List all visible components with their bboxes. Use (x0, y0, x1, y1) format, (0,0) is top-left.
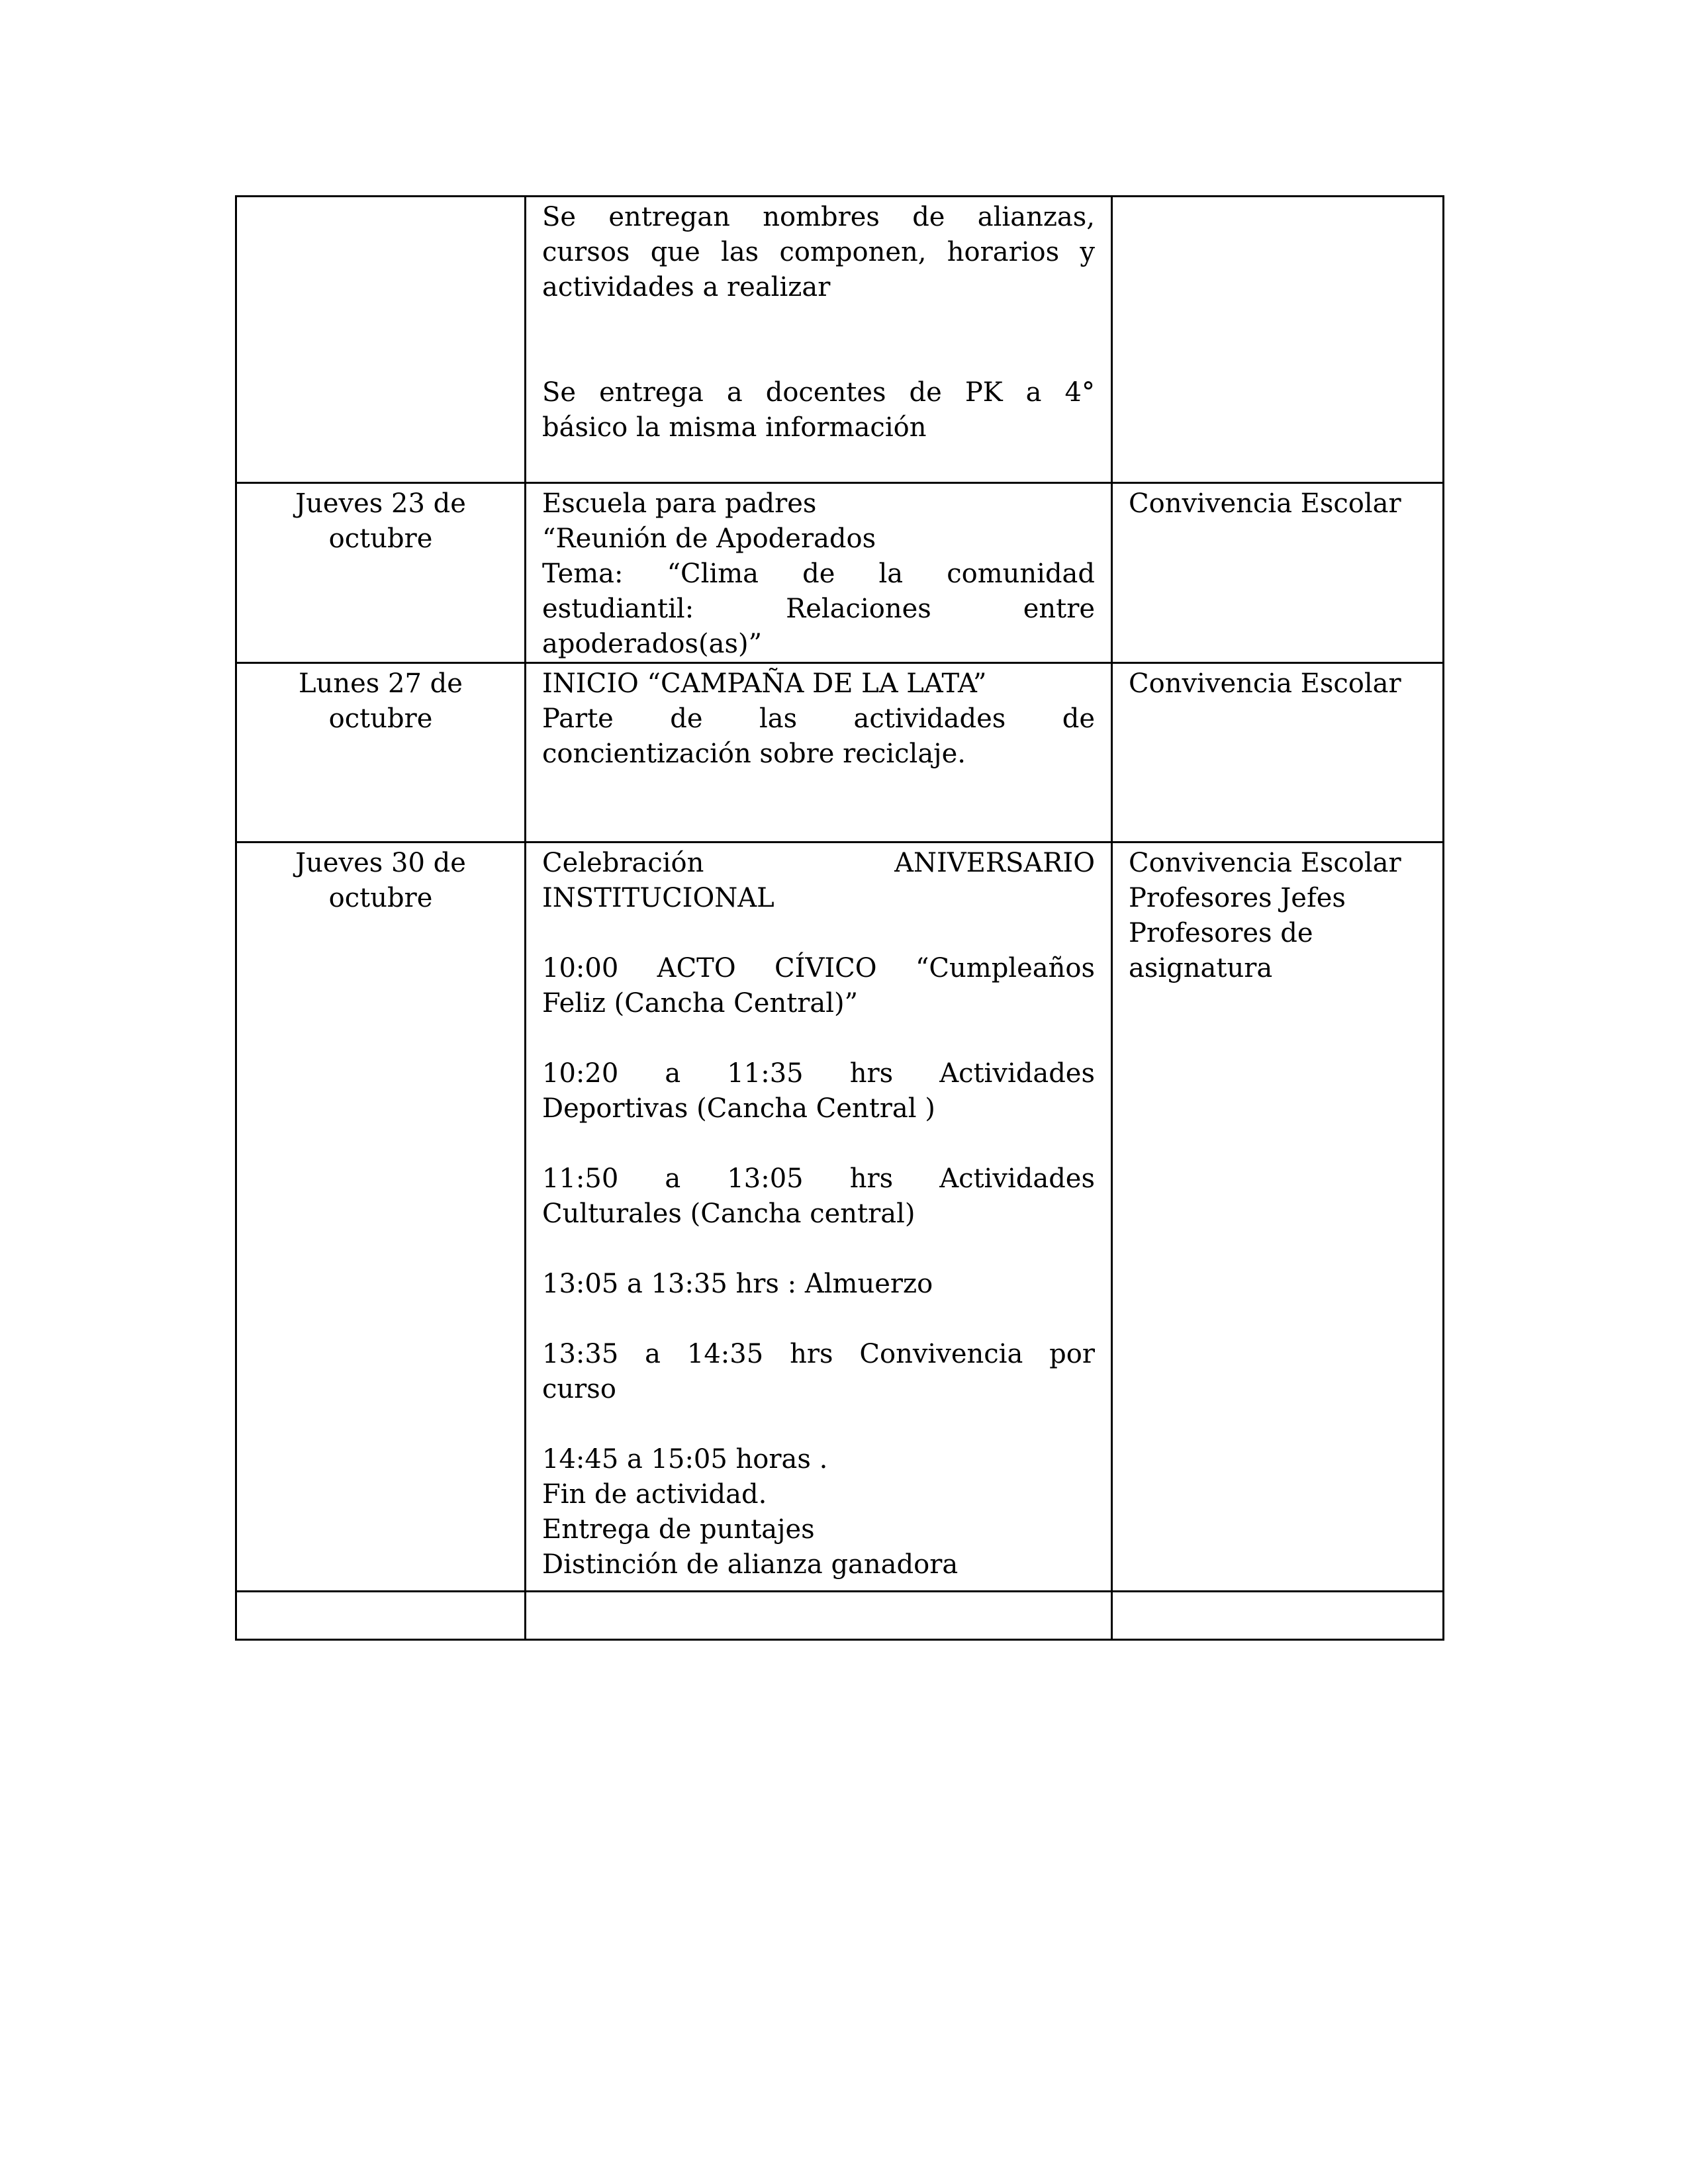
blank-line (542, 1302, 1095, 1337)
activity-line: estudiantil: Relaciones entre (542, 594, 1095, 624)
activity-line: 10:20 a 11:35 hrs Actividades (542, 1058, 1095, 1089)
activity-line: 14:45 a 15:05 horas . (542, 1444, 828, 1475)
activity-line: básico la misma información (542, 412, 927, 443)
table-row (236, 483, 1444, 663)
responsible-cell (1112, 663, 1444, 842)
blank-line (542, 305, 1095, 340)
activity-line: 13:35 a 14:35 hrs Convivencia por (542, 1339, 1095, 1369)
responsible-line: Convivencia Escolar (1129, 488, 1401, 519)
activity-line: Fin de actividad. (542, 1479, 767, 1510)
blank-line (542, 1126, 1095, 1161)
responsible-line: Convivencia Escolar (1129, 848, 1401, 878)
activity-line: Celebración ANIVERSARIO (542, 848, 1095, 878)
responsible-line: Profesores Jefes (1129, 883, 1346, 913)
date-cell (236, 1592, 526, 1640)
responsible-cell (1112, 197, 1444, 483)
date-line: Lunes 27 de (299, 668, 463, 699)
activity-line: 11:50 a 13:05 hrs Actividades (542, 1163, 1095, 1194)
date-cell (236, 842, 526, 1592)
table-row (236, 197, 1444, 483)
responsible-line: asignatura (1129, 953, 1273, 983)
responsible-line: Convivencia Escolar (1129, 668, 1401, 699)
date-cell (236, 197, 526, 483)
responsible-cell (1112, 483, 1444, 663)
activity-line: Distinción de alianza ganadora (542, 1549, 959, 1580)
activity-line: Deportivas (Cancha Central ) (542, 1093, 935, 1124)
activity-line: Entrega de puntajes (542, 1514, 815, 1545)
activity-cell (526, 842, 1112, 1592)
table-row (236, 1592, 1444, 1640)
activity-line: Se entregan nombres de alianzas, (542, 202, 1095, 232)
activity-line: 10:00 ACTO CÍVICO “Cumpleaños (542, 953, 1095, 983)
date-line: octubre (328, 704, 433, 734)
blank-line (542, 1232, 1095, 1267)
blank-line (542, 340, 1095, 375)
date-line: Jueves 30 de (295, 848, 466, 878)
activity-cell (526, 483, 1112, 663)
activity-line: actividades a realizar (542, 272, 831, 302)
activity-line: 13:05 a 13:35 hrs : Almuerzo (542, 1269, 933, 1299)
activity-cell (526, 197, 1112, 483)
activity-cell (526, 663, 1112, 842)
responsible-cell (1112, 1592, 1444, 1640)
table-row (236, 842, 1444, 1592)
activity-line: concientización sobre reciclaje. (542, 739, 966, 769)
table-row (236, 663, 1444, 842)
blank-line (542, 1407, 1095, 1442)
activity-cell (526, 1592, 1112, 1640)
date-line: Jueves 23 de (295, 488, 466, 519)
activity-line: Escuela para padres (542, 488, 817, 519)
activity-line: Parte de las actividades de (542, 704, 1095, 734)
responsible-line: Profesores de (1129, 918, 1313, 948)
date-cell (236, 663, 526, 842)
activity-line: curso (542, 1374, 616, 1404)
activity-line: “Reunión de Apoderados (542, 523, 876, 554)
activity-line: cursos que las componen, horarios y (542, 237, 1095, 267)
activity-line: INSTITUCIONAL (542, 883, 774, 913)
date-line: octubre (328, 883, 433, 913)
activity-line: Feliz (Cancha Central)” (542, 988, 859, 1019)
activity-line: Culturales (Cancha central) (542, 1199, 915, 1229)
date-cell (236, 483, 526, 663)
activities-schedule-table (235, 195, 1444, 1641)
blank-line (542, 916, 1095, 951)
activity-line: INICIO “CAMPAÑA DE LA LATA” (542, 668, 987, 699)
blank-line (542, 1021, 1095, 1056)
date-line: octubre (328, 523, 433, 554)
activity-line: apoderados(as)” (542, 629, 763, 659)
activity-line: Tema: “Clima de la comunidad (542, 559, 1095, 589)
responsible-cell (1112, 842, 1444, 1592)
activity-line: Se entrega a docentes de PK a 4° (542, 377, 1095, 408)
